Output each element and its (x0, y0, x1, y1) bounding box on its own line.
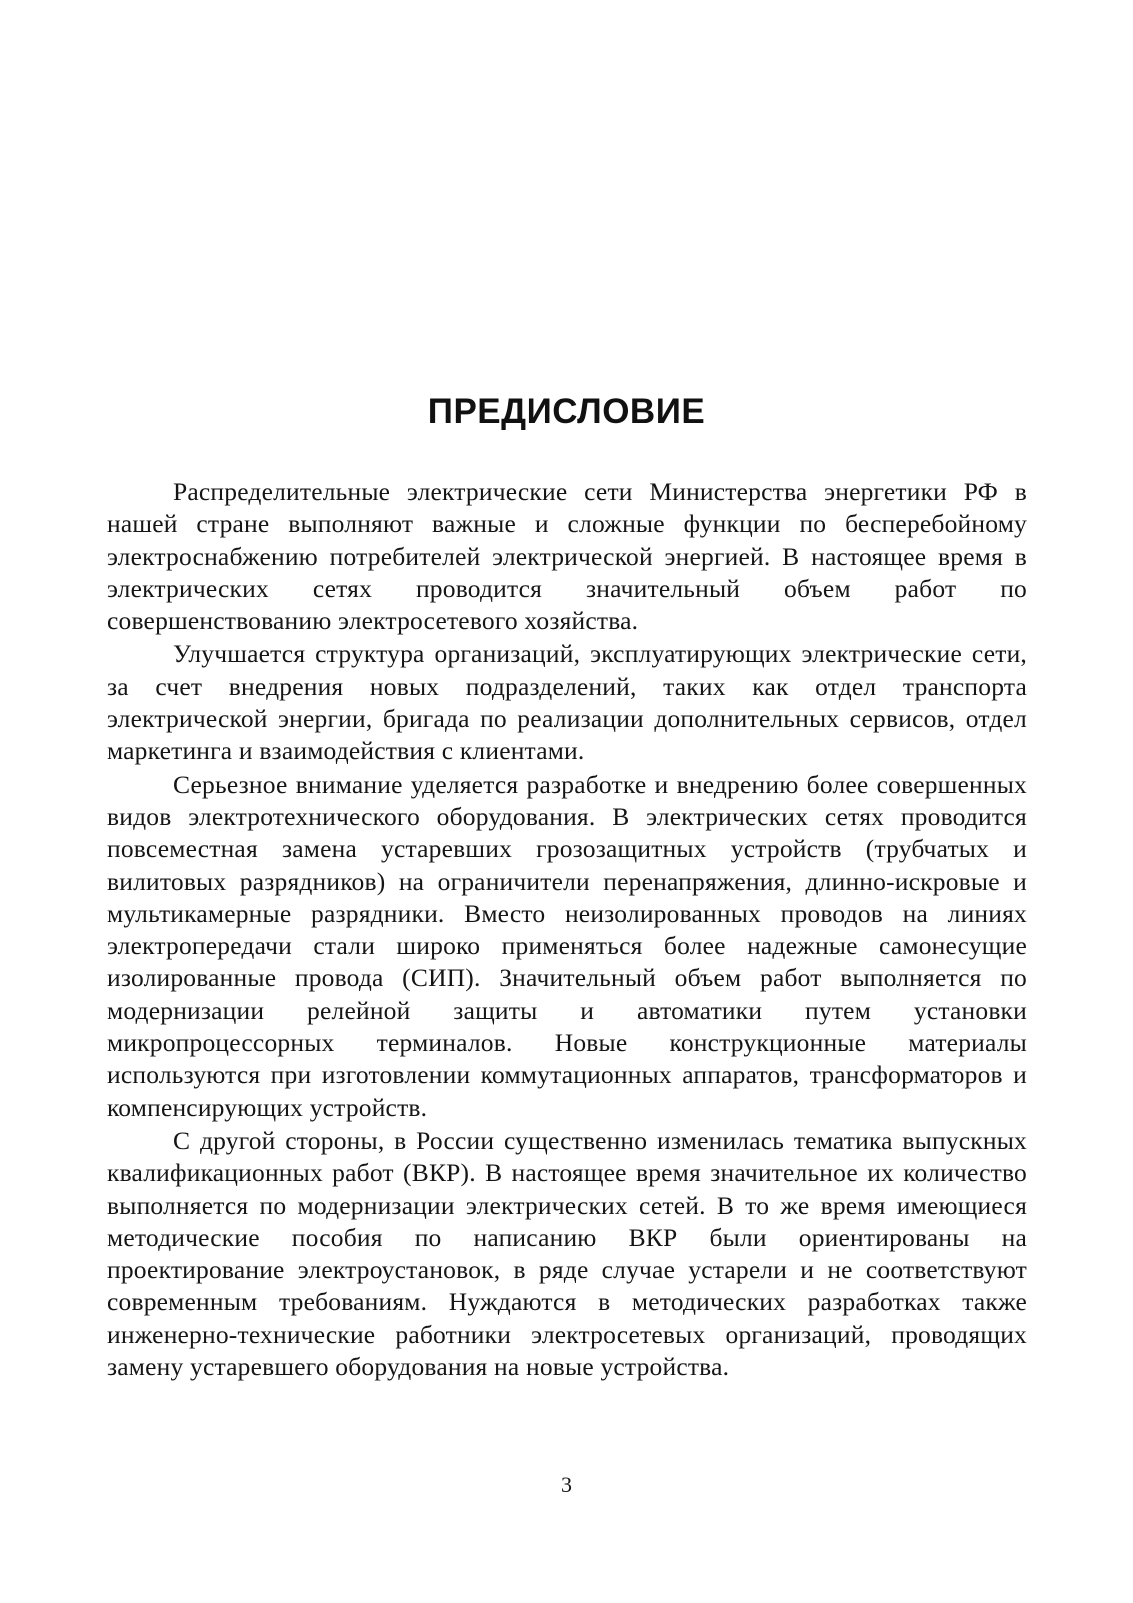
page-number: 3 (561, 1472, 572, 1497)
preface-body (107, 476, 1027, 1384)
paragraph: Распределительные электрические сети Министерства энергетики РФ в нашей стране выполняют важные и сложные функции по бесперебойному электроснабжению потребителей электрической энергией. В настоящее время в электрических сетях проводится значительный объем работ по совершенствованию электросетевого хозяйства. (107, 477, 1027, 636)
paragraph: Серьезное внимание уделяется разработке и внедрению более совершенных видов электротехнического оборудования. В электрических сетях проводится повсеместная замена устаревших грозозащитных устройств (трубчатых и вилитовых разрядников) на ограничители перенапряжения, длинно-искровые и мультикамерные разрядники. Вместо неизолированных проводов на линиях электропередачи стали широко применяться более надежные самонесущие изолированные провода (СИП). Значительный объем работ выполняется по модернизации релейной защиты и автоматики путем установки микропроцессорных терминалов. Новые конструкционные материалы используются при изготовлении коммутационных аппаратов, трансформаторов и компенсирующих устройств. (107, 769, 1027, 1122)
page-title: ПРЕДИСЛОВИЕ (427, 392, 706, 431)
paragraph: С другой стороны, в России существенно изменилась тематика выпускных квалификационных работ (ВКР). В настоящее время значительное их количество выполняется по модернизации электрических сетей. В то же время имеющиеся методические пособия по написанию ВКР были ориентированы на проектирование электроустановок, в ряде случае устарели и не соответствуют современным требованиям. Нуждаются в методических разработках также инженерно-технические работники электросетевых организаций, проводящих замену устаревшего оборудования на новые устройства. (107, 1125, 1027, 1382)
paragraph: Улучшается структура организаций, эксплуатирующих электрические сети, за счет внедрения новых подразделений, таких как отдел транспорта электрической энергии, бригада по реализации дополнительных сервисов, отдел маркетинга и взаимодействия с клиентами. (107, 639, 1027, 766)
